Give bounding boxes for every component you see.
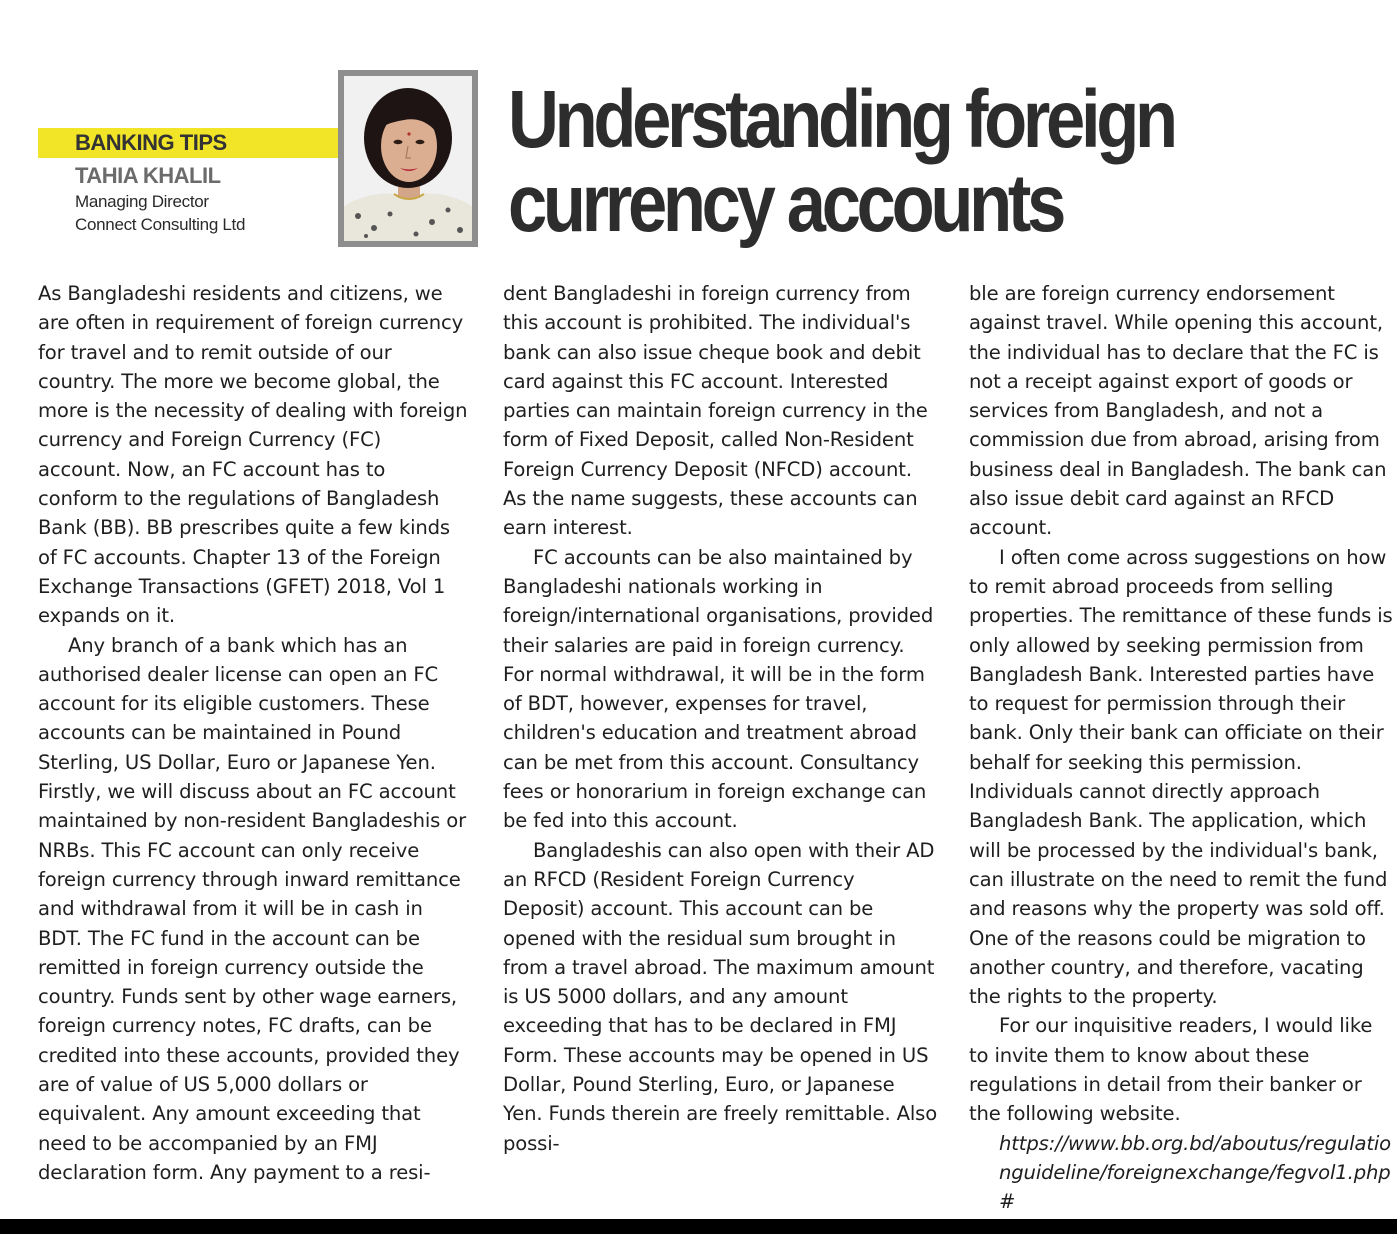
paragraph: dent Bangladeshi in foreign currency from this account is prohibited. The individual's bank can also issue cheque book and debit card against this FC account. Interested parties can maintain foreign currency in the form of Fixed Deposit, called Non-Resident Foreign Currency Deposit (NFCD) account. As the name suggests, these accounts can earn interest. <box>503 282 928 540</box>
paragraph: Bangladeshis can also open with their AD an RFCD (Resident Foreign Currency Deposit) account. This account can be opened with the residual sum brought in from a travel abroad. The maximum amount is US 5000 dollars, and any amount exceeding that has to be declared in FMJ Form. These accounts may be opened in US Dollar, Pound Sterling, Euro, or Japanese Yen. Funds therein are freely remittable. Also possi- <box>503 838 938 1155</box>
author-name: TAHIA KHALIL <box>75 163 221 188</box>
author-role: Managing Director <box>75 192 209 211</box>
article-column-1 <box>38 279 470 1219</box>
section-tag: BANKING TIPS <box>75 130 227 155</box>
paragraph: FC accounts can be also maintained by Bangladeshi nationals working in foreign/international organisations, provided their salaries are paid in foreign currency. For normal withdrawal, it will be in the form of BDT, however, expenses for travel, children's education and treatment abroad can be met from this account. Consultancy fees or honorarium in foreign exchange can be fed into this account. <box>503 545 934 833</box>
reference-link[interactable]: https://www.bb.org.bd/aboutus/regulationguideline/foreignexchange/fegvol1.php# <box>999 1131 1392 1214</box>
paragraph: For our inquisitive readers, I would like to invite them to know about these regulations in detail from their banker or the following website. <box>969 1014 1373 1126</box>
author-company: Connect Consulting Ltd <box>75 215 246 234</box>
paragraph: As Bangladeshi residents and citizens, we are often in requirement of foreign currency for travel and to remit outside of our country. The more we become global, the more is the necessity of dealing with foreign currency and Foreign Currency (FC) account. Now, an FC account has to conform to the regulations of Bangladesh Bank (BB). BB prescribes quite a few kinds of FC accounts. Chapter 13 of the Foreign Exchange Transactions (GFET) 2018, Vol 1 expands on it. <box>38 282 468 628</box>
bottom-black-bar <box>0 1219 1397 1234</box>
author-photo <box>338 70 478 247</box>
author-portrait-image <box>344 76 472 241</box>
paragraph: I often come across suggestions on how to remit abroad proceeds from selling properties. The remittance of these funds is only allowed by seeking permission from Bangladesh Bank. Interested parties have to request for permission through their bank. Only their bank can officiate on their behalf for seeking this permission. Individuals cannot directly approach Bangladesh Bank. The application, which will be processed by the individual's bank, can illustrate on the need to remit the fund and reasons why the property was sold off. One of the reasons could be migration to another country, and therefore, vacating the rights to the property. <box>969 545 1393 1009</box>
paragraph: ble are foreign currency endorsement against travel. While opening this account, the individual has to declare that the FC is not a receipt against export of goods or services from Bangladesh, and not a commission due from abroad, arising from business deal in Bangladesh. The bank can also issue debit card against an RFCD account. <box>969 282 1387 540</box>
headline: Understanding foreign currency accounts <box>508 74 1174 249</box>
article-column-3 <box>969 279 1397 1219</box>
paragraph: Any branch of a bank which has an authorised dealer license can open an FC account for its eligible customers. These accounts can be maintained in Pound Sterling, US Dollar, Euro or Japanese Yen. Firstly, we will discuss about an FC account maintained by non-resident Bangladeshis or NRBs. This FC account can only receive foreign currency through inward remittance and withdrawal from it will be in cash in BDT. The FC fund in the account can be remitted in foreign currency outside the country. Funds sent by other wage earners, foreign currency notes, FC drafts, can be credited into these accounts, provided they are of value of US 5,000 dollars or equivalent. Any amount exceeding that need to be accompanied by an FMJ declaration form. Any payment to a resi- <box>38 633 467 1184</box>
article-column-2 <box>503 279 939 1219</box>
